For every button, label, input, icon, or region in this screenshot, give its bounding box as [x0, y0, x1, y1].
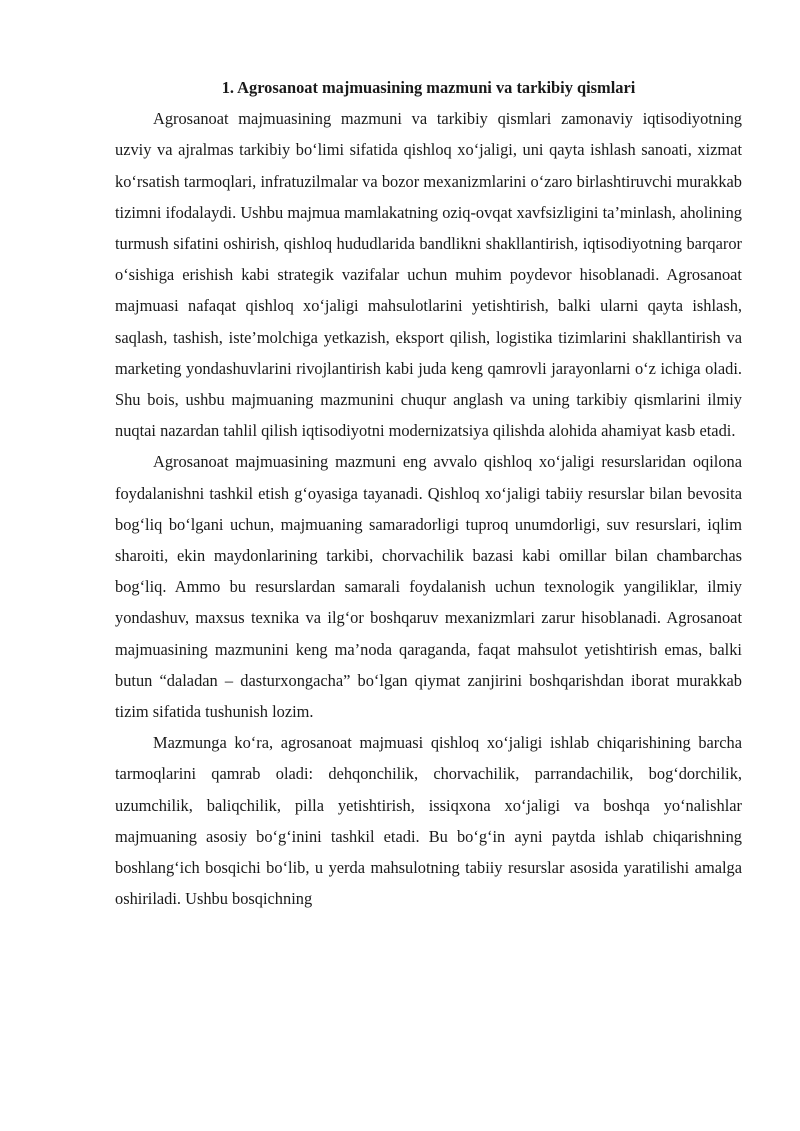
section-title: 1. Agrosanoat majmuasining mazmuni va tarkibiy qismlari	[221, 78, 636, 97]
paragraph-1: Agrosanoat majmuasining mazmuni va tarkibiy qismlari zamonaviy iqtisodiyotning uzviy va ajralmas tarkibiy bo‘limi sifatida qishloq xo‘jaligi, uni qayta ishlash sanoati, xizmat ko‘rsatish tarmoqlari, infratuzilmalar va bozor mexanizmlarini o‘zaro birlashtiruvchi murakkab tizimni ifodalaydi. Ushbu majmua mamlakatning oziq-ovqat xavfsizligini ta’minlash, aholining turmush sifatini oshirish, qishloq hududlarida bandlikni shakllantirish, iqtisodiyotning barqaror o‘sishiga erishish kabi strategik vazifalar uchun muhim poydevor hisoblanadi. Agrosanoat majmuasi nafaqat qishloq xo‘jaligi mahsulotlarini yetishtirish, balki ularni qayta ishlash, saqlash, tashish, iste’molchiga yetkazish, eksport qilish, logistika tizimlarini shakllantirish va marketing yondashuvlarini rivojlantirish kabi juda keng qamrovli jarayonlarni o‘z ichiga oladi. Shu bois, ushbu majmuaning mazmunini chuqur anglash va uning tarkibiy qismlarini ilmiy nuqtai nazardan tahlil qilish iqtisodiyotni modernizatsiya qilishda alohida ahamiyat kasb etadi.	[115, 109, 742, 441]
document-page	[115, 72, 742, 914]
paragraph-2: Agrosanoat majmuasining mazmuni eng avvalo qishloq xo‘jaligi resurslaridan oqilona foydalanishni tashkil etish g‘oyasiga tayanadi. Qishloq xo‘jaligi tabiiy resurslar bilan bevosita bog‘liq bo‘lgani uchun, majmuaning samaradorligi tuproq unumdorligi, suv resurslari, iqlim sharoiti, ekin maydonlarining tarkibi, chorvachilik bazasi kabi omillar bilan chambarchas bog‘liq. Ammo bu resurslardan samarali foydalanish uchun texnologik yangiliklar, ilmiy yondashuv, maxsus texnika va ilg‘or boshqaruv mexanizmlari zarur hisoblanadi. Agrosanoat majmuasining mazmunini keng ma’noda qaraganda, faqat mahsulot yetishtirish emas, balki butun “daladan – dasturxongacha” bo‘lgan qiymat zanjirini boshqarishdan iborat murakkab tizim sifatida tushunish lozim.	[115, 452, 742, 722]
paragraph-3: Mazmunga ko‘ra, agrosanoat majmuasi qishloq xo‘jaligi ishlab chiqarishining barcha tarmoqlarini qamrab oladi: dehqonchilik, chorvachilik, parrandachilik, bog‘dorchilik, uzumchilik, baliqchilik, pilla yetishtirish, issiqxona xo‘jaligi va boshqa yo‘nalishlar majmuaning asosiy bo‘g‘inini tashkil etadi. Bu bo‘g‘in ayni paytda ishlab chiqarishning boshlang‘ich bosqichi bo‘lib, u yerda mahsulotning tabiiy resurslar asosida yaratilishi amalga oshiriladi. Ushbu bosqichning	[115, 733, 742, 909]
